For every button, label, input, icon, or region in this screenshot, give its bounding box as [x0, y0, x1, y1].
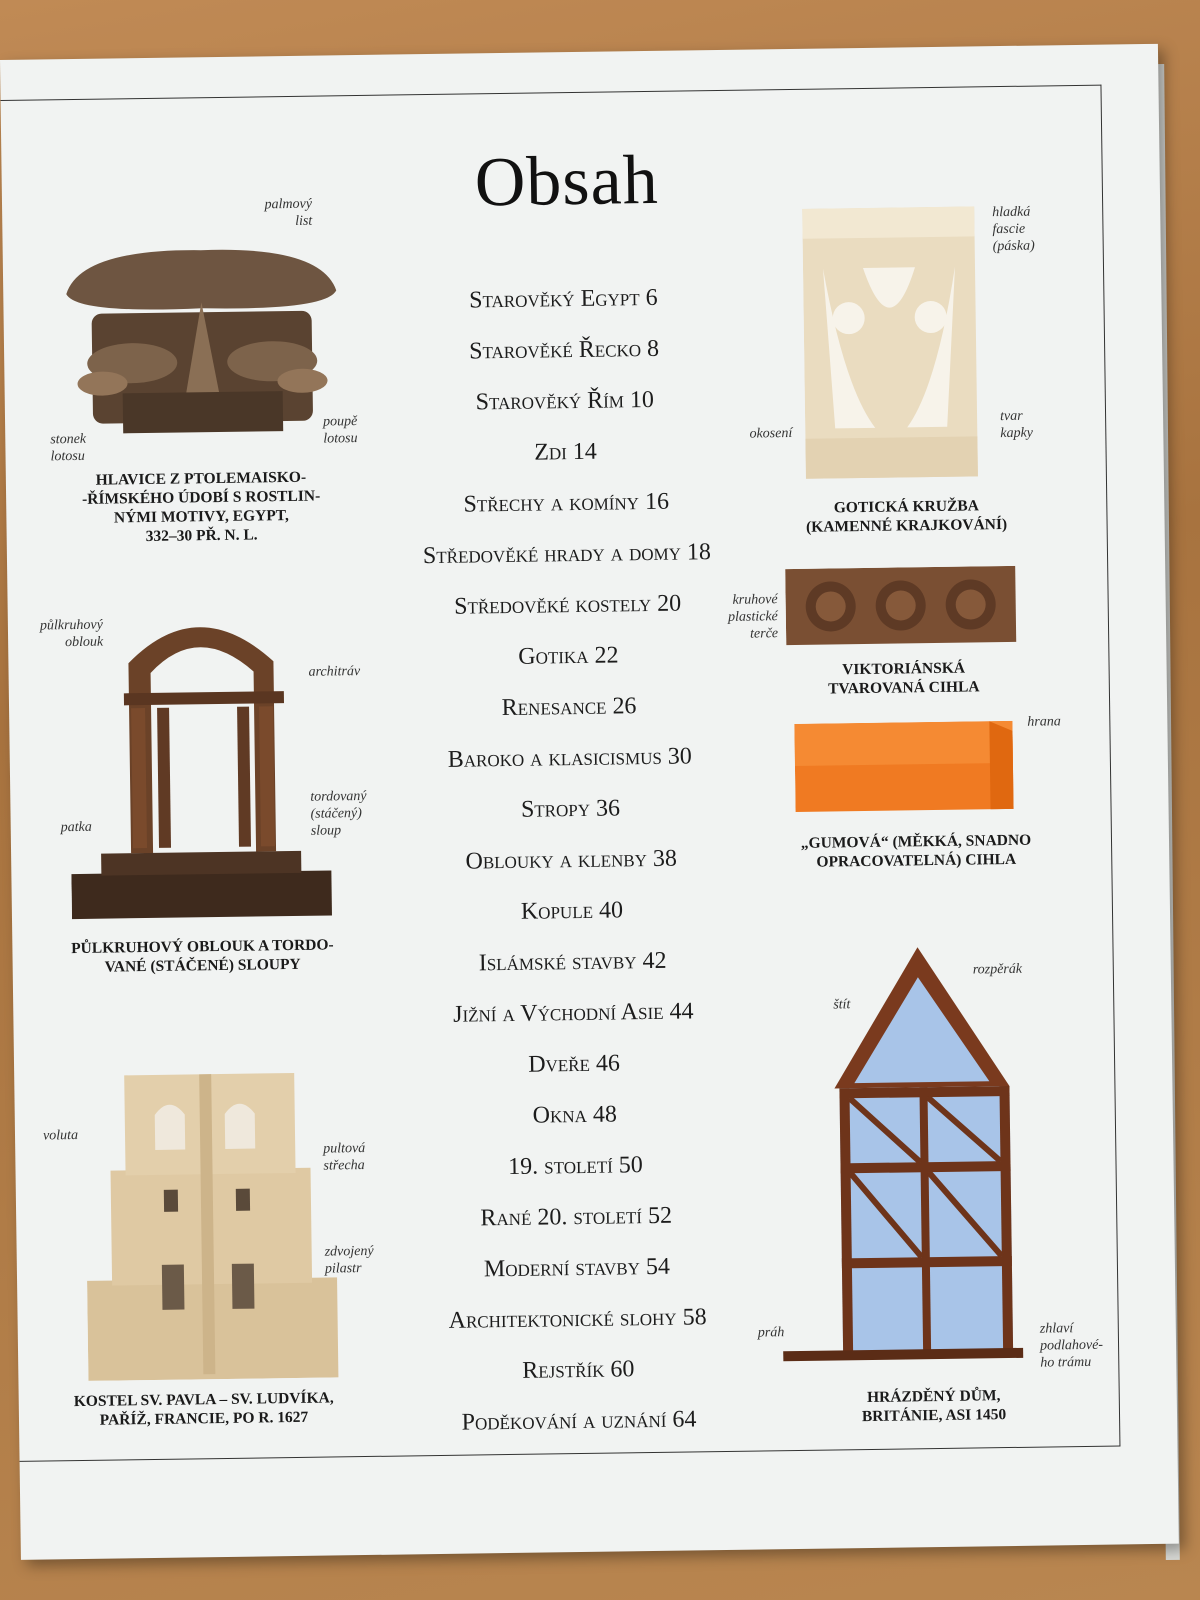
- book-page: [0, 44, 1179, 1560]
- label-strut: rozpěrák: [972, 961, 1023, 978]
- arch-image: [68, 600, 342, 924]
- label-fascia: hladká fascie (páska): [992, 204, 1035, 255]
- toc-item: Poděkování a uznání 64: [461, 1406, 697, 1436]
- toc-item: Starověké Řecko 8: [468, 335, 660, 365]
- toc-item: Renesance 26: [501, 693, 637, 722]
- toc-item: Rejstřík 60: [522, 1356, 635, 1384]
- toc-item: Moderní stavby 54: [483, 1253, 671, 1283]
- caption-timber-house: HRÁZDĚNÝ DŮM, BRITÁNIE, ASI 1450: [861, 1387, 1007, 1426]
- caption-capital: HLAVICE Z PTOLEMAISKO- -ŘÍMSKÉHO ÚDOBÍ S ROSTLIN- NÝMI MOTIVY, EGYPT, 332–30 PŘ. N. L.: [81, 468, 321, 546]
- toc-item: Stropy 36: [520, 795, 621, 823]
- label-drop-shape: tvar kapky: [999, 408, 1034, 442]
- label-chamfer: okosení: [749, 425, 793, 442]
- toc-item: Střechy a komíny 16: [463, 488, 670, 518]
- label-sill: práh: [757, 1325, 785, 1341]
- label-joist-end: zhlaví podlahové- ho trámu: [1039, 1321, 1104, 1371]
- caption-victorian-brick: VIKTORIÁNSKÁ TVAROVANÁ CIHLA: [828, 659, 980, 698]
- label-gable: štít: [833, 997, 851, 1013]
- toc-item: Architektonické slohy 58: [448, 1304, 707, 1334]
- church-image: [84, 1067, 348, 1381]
- toc-item: Středověké kostely 20: [453, 590, 682, 620]
- label-double-pilaster: zdvojený pilastr: [324, 1243, 374, 1277]
- toc-item: Dveře 46: [528, 1050, 621, 1078]
- toc-item: 19. století 50: [508, 1152, 643, 1181]
- toc-item: Okna 48: [532, 1101, 618, 1129]
- caption-arch: PŮLKRUHOVÝ OBLOUK A TORDO- VANÉ (STÁČENÉ) SLOUPY: [71, 936, 334, 976]
- label-lotus-stem: stonek lotosu: [50, 431, 87, 465]
- label-semicircular-arch: půlkruhový oblouk: [39, 617, 104, 651]
- toc-item: Starověký Řím 10: [475, 386, 655, 416]
- label-discs: kruhové plastické terče: [727, 592, 779, 642]
- toc-item: Baroko a klasicismus 30: [447, 743, 693, 773]
- toc-item: Zdi 14: [534, 438, 598, 466]
- toc-item: Jižní a Východní Asie 44: [452, 998, 694, 1028]
- capital-image: [61, 240, 344, 444]
- table-of-contents: [363, 271, 779, 1449]
- timber-house-image: [777, 936, 1043, 1380]
- toc-item: Rané 20. století 52: [480, 1202, 673, 1232]
- victorian-brick-image: [785, 566, 1021, 649]
- rubber-brick-image: [794, 721, 1015, 814]
- toc-item: Starověký Egypt 6: [468, 284, 658, 314]
- toc-item: Kopule 40: [520, 897, 624, 925]
- toc-item: Islámské stavby 42: [478, 947, 667, 977]
- label-twisted-column: tordovaný (stáčený) sloup: [310, 788, 367, 839]
- label-lotus-bud: poupě lotosu: [322, 414, 358, 447]
- label-volute: voluta: [42, 1128, 79, 1144]
- tracery-image: [802, 206, 986, 488]
- caption-church: KOSTEL SV. PAVLA – SV. LUDVÍKA, PAŘÍŽ, FRANCIE, PO R. 1627: [73, 1389, 334, 1429]
- caption-tracery: GOTICKÁ KRUŽBA (KAMENNÉ KRAJKOVÁNÍ): [805, 497, 1008, 536]
- label-edge: hrana: [1027, 714, 1061, 730]
- toc-item: Středověké hrady a domy 18: [422, 539, 712, 570]
- toc-item: Gotika 22: [518, 642, 619, 670]
- label-palm-leaf: palmový list: [264, 196, 313, 229]
- label-lean-to-roof: pultová střecha: [323, 1141, 366, 1174]
- caption-rubber-brick: „GUMOVÁ“ (MĚKKÁ, SNADNO OPRACOVATELNÁ) CIHLA: [800, 831, 1032, 871]
- label-base: patka: [60, 819, 92, 836]
- toc-item: Oblouky a klenby 38: [465, 845, 678, 875]
- label-architrave: architráv: [308, 664, 361, 680]
- page-title: Obsah: [474, 141, 660, 222]
